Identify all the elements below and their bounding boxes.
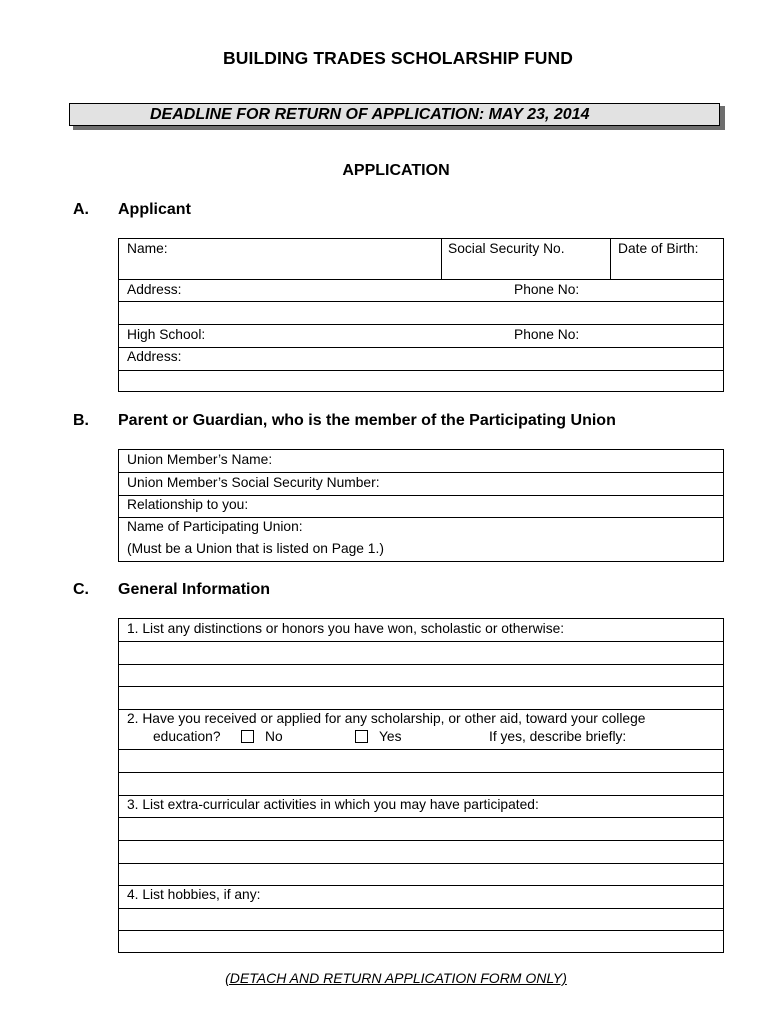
describe-label: If yes, describe briefly:	[489, 729, 627, 744]
general-row-divider	[119, 817, 723, 818]
deadline-banner	[69, 103, 720, 126]
form-subtitle: APPLICATION	[342, 162, 450, 179]
applicant-row-divider	[119, 324, 723, 325]
general-row-divider	[119, 749, 723, 750]
phone-field[interactable]: Phone No:	[514, 282, 580, 297]
parent-table	[118, 449, 724, 562]
question-1-label: 1. List any distinctions or honors you have won, scholastic or otherwise:	[127, 621, 565, 636]
question-3-label: 3. List extra-curricular activities in which you may have participated:	[127, 797, 539, 812]
section-c-letter: C.	[73, 581, 89, 598]
general-row-divider	[119, 641, 723, 642]
section-b-title: Parent or Guardian, who is the member of the Participating Union	[118, 412, 616, 429]
general-row-divider	[119, 930, 723, 931]
ssn-field[interactable]: Social Security No.	[448, 241, 565, 256]
yes-label: Yes	[379, 729, 402, 744]
high-school-address-field[interactable]: Address:	[127, 349, 182, 364]
section-c-title: General Information	[118, 581, 271, 598]
parent-row-divider	[119, 472, 723, 473]
yes-checkbox[interactable]	[355, 730, 368, 743]
applicant-table	[118, 238, 724, 392]
parent-row-divider	[119, 495, 723, 496]
general-row-divider	[119, 908, 723, 909]
section-b-letter: B.	[73, 412, 89, 429]
parent-row-divider	[119, 517, 723, 518]
general-row-divider	[119, 840, 723, 841]
general-info-table	[118, 618, 724, 953]
union-name-field[interactable]: Name of Participating Union:	[127, 519, 303, 534]
section-a-letter: A.	[73, 201, 89, 218]
high-school-field[interactable]: High School:	[127, 327, 206, 342]
general-row-divider	[119, 664, 723, 665]
section-a-title: Applicant	[118, 201, 191, 218]
general-row-divider	[119, 686, 723, 687]
detach-note: (DETACH AND RETURN APPLICATION FORM ONLY)	[225, 970, 567, 986]
dob-field[interactable]: Date of Birth:	[618, 241, 699, 256]
high-school-phone-field[interactable]: Phone No:	[514, 327, 580, 342]
question-4-label: 4. List hobbies, if any:	[127, 887, 261, 902]
applicant-row-divider	[119, 301, 723, 302]
union-member-ssn-field[interactable]: Union Member’s Social Security Number:	[127, 475, 380, 490]
general-row-divider	[119, 885, 723, 886]
applicant-col-divider-1	[441, 239, 442, 280]
union-note: (Must be a Union that is listed on Page 1.)	[127, 541, 384, 556]
general-row-divider	[119, 863, 723, 864]
union-member-name-field[interactable]: Union Member’s Name:	[127, 452, 273, 467]
address-field[interactable]: Address:	[127, 282, 182, 297]
applicant-row-divider	[119, 370, 723, 371]
no-label: No	[265, 729, 283, 744]
question-2-label: 2. Have you received or applied for any scholarship, or other aid, toward your college	[127, 711, 646, 726]
general-row-divider	[119, 795, 723, 796]
name-field[interactable]: Name:	[127, 241, 168, 256]
relationship-field[interactable]: Relationship to you:	[127, 497, 249, 512]
question-2-education-label: education?	[153, 729, 221, 744]
no-checkbox[interactable]	[241, 730, 254, 743]
form-title: BUILDING TRADES SCHOLARSHIP FUND	[223, 48, 573, 68]
general-row-divider	[119, 709, 723, 710]
applicant-row-divider	[119, 279, 723, 280]
general-row-divider	[119, 772, 723, 773]
deadline-text: DEADLINE FOR RETURN OF APPLICATION: MAY 23, 2014	[150, 106, 590, 123]
applicant-row-divider	[119, 347, 723, 348]
applicant-col-divider-2	[610, 239, 611, 280]
